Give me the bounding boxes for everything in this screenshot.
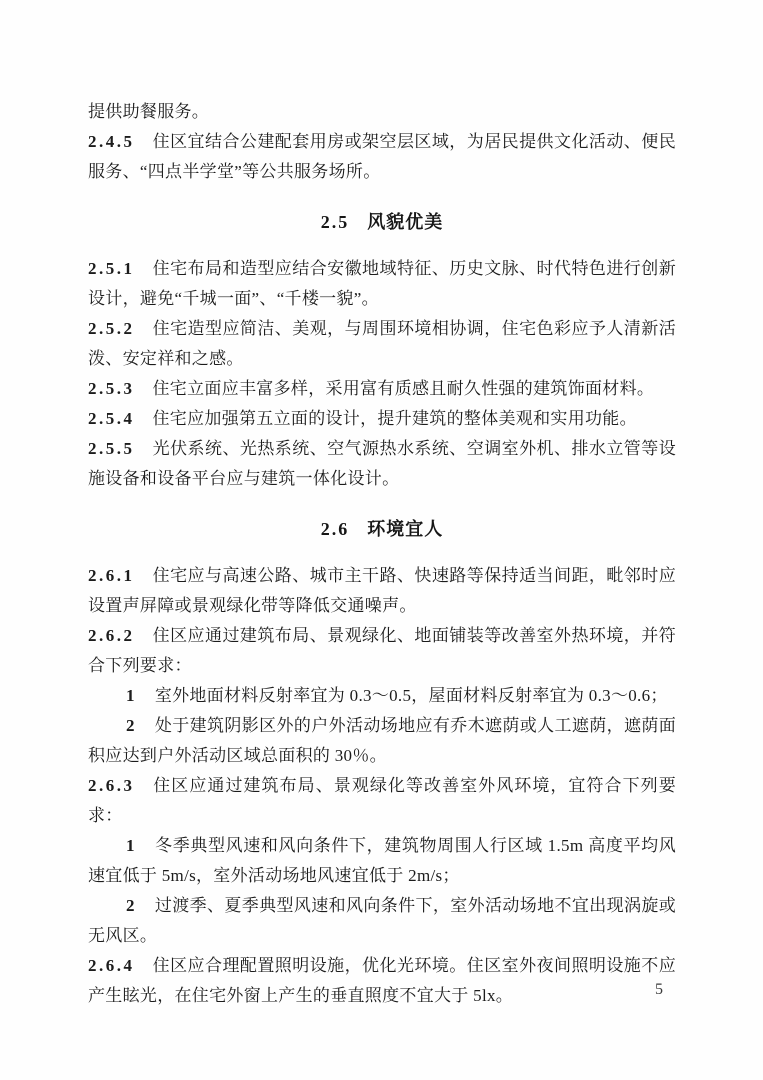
item-text: 冬季典型风速和风向条件下，建筑物周围人行区域 1.5m 高度平均风速宜低于 5m/s，室外活动场地风速宜低于 2m/s； [88,836,676,885]
item-number: 2 [126,716,135,735]
list-item-2-6-3-2 [88,891,676,951]
clause-text: 住宅布局和造型应结合安徽地域特征、历史文脉、时代特色进行创新设计，避免“千城一面”、“千楼一貌”。 [88,259,676,308]
clause-text: 住宅应与高速公路、城市主干路、快速路等保持适当间距，毗邻时应设置声屏障或景观绿化带等降低交通噪声。 [88,566,676,615]
clause-text: 住区应通过建筑布局、景观绿化等改善室外风环境，宜符合下列要求： [88,776,676,825]
clause-2-5-3 [88,374,676,404]
clause-2-5-4 [88,404,676,434]
list-item-2-6-2-1 [88,681,676,711]
clause-2-4-5 [88,127,676,187]
clause-number: 2.4.5 [88,132,135,151]
clause-2-6-1 [88,561,676,621]
clause-2-6-2 [88,621,676,681]
clause-text: 住宅立面应丰富多样，采用富有质感且耐久性强的建筑饰面材料。 [152,379,655,398]
clause-number: 2.6.2 [88,626,135,645]
clause-number: 2.5.5 [88,439,135,458]
clause-number: 2.5.3 [88,379,135,398]
list-item-2-6-3-1 [88,831,676,891]
clause-number: 2.6.3 [88,776,135,795]
clause-number: 2.5.2 [88,319,135,338]
page-number: 5 [655,981,663,998]
item-number: 1 [126,686,135,705]
clause-number: 2.6.4 [88,956,135,975]
clause-text: 住宅应加强第五立面的设计，提升建筑的整体美观和实用功能。 [152,409,637,428]
item-number: 1 [126,836,135,855]
item-text: 室外地面材料反射率宜为 0.3～0.5，屋面材料反射率宜为 0.3～0.6； [154,686,668,705]
item-number: 2 [126,896,135,915]
list-item-2-6-2-2 [88,711,676,771]
clause-text: 住宅造型应简洁、美观，与周围环境相协调，住宅色彩应予人清新活泼、安定祥和之感。 [88,319,676,368]
paragraph-continuation: 提供助餐服务。 [88,102,210,121]
clause-2-5-1 [88,254,676,314]
clause-2-5-5 [88,434,676,494]
clause-number: 2.5.4 [88,409,135,428]
section-title: 风貌优美 [367,212,444,232]
clause-text: 光伏系统、光热系统、空气源热水系统、空调室外机、排水立管等设施设备和设备平台应与建筑一体化设计。 [88,439,676,488]
clause-2-6-4 [88,951,676,1011]
clause-2-6-3 [88,771,676,831]
item-text: 过渡季、夏季典型风速和风向条件下，室外活动场地不宜出现涡旋或无风区。 [88,896,676,945]
section-heading-2-6 [88,513,676,545]
clause-2-5-2 [88,314,676,374]
section-number: 2.5 [320,212,350,232]
item-text: 处于建筑阴影区外的户外活动场地应有乔木遮荫或人工遮荫，遮荫面积应达到户外活动区域总面积的 30％。 [88,716,676,765]
section-title: 环境宜人 [367,519,444,539]
clause-text: 住区应通过建筑布局、景观绿化、地面铺装等改善室外热环境，并符合下列要求： [88,626,676,675]
clause-number: 2.5.1 [88,259,135,278]
clause-text: 住区宜结合公建配套用房或架空层区域，为居民提供文化活动、便民服务、“四点半学堂”等公共服务场所。 [88,132,676,181]
clause-number: 2.6.1 [88,566,135,585]
clause-text: 住区应合理配置照明设施，优化光环境。住区室外夜间照明设施不应产生眩光，在住宅外窗上产生的垂直照度不宜大于 5lx。 [88,956,676,1005]
section-heading-2-5 [88,206,676,238]
section-number: 2.6 [320,519,350,539]
